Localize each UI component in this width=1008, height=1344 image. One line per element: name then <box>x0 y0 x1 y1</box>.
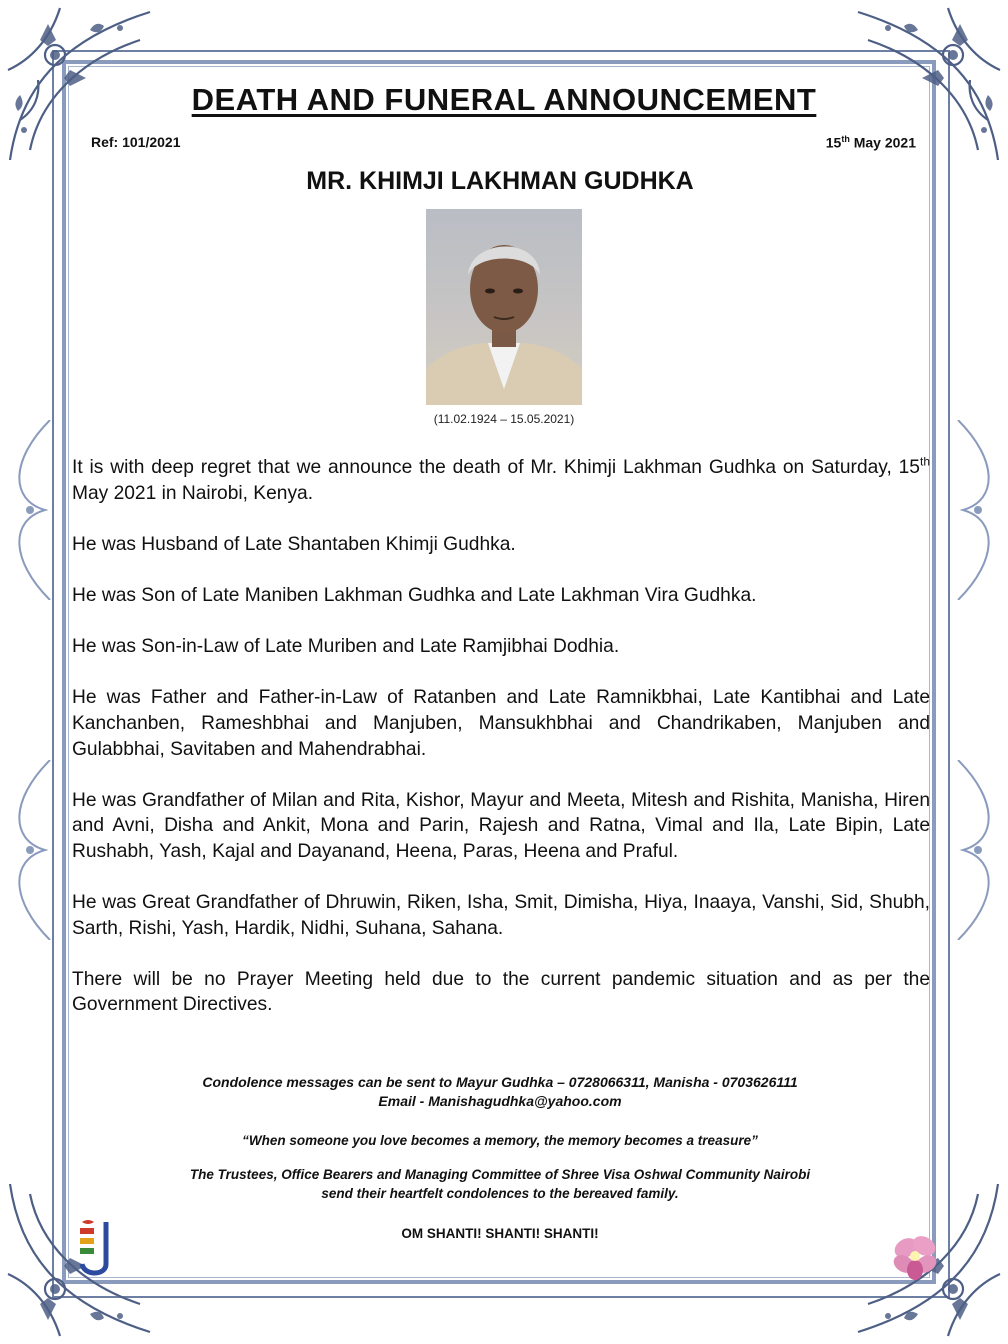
paragraph-great-grandfather: He was Great Grandfather of Dhruwin, Riken, Isha, Smit, Dimisha, Hiya, Inaaya, Vanshi, Sid, Shubh, Sarth, Rishi, Yash, Hardik, Nidhi, Suhana, Sahana. <box>72 892 930 939</box>
date-month-year: May 2021 <box>849 134 916 151</box>
om-shanti-closing: OM SHANTI! SHANTI! SHANTI! <box>401 1226 599 1241</box>
side-scroll-ornament-left-lower <box>0 760 60 940</box>
reference-number: Ref: 101/2021 <box>91 134 181 150</box>
announcement-date <box>826 134 916 151</box>
portrait-illustration <box>426 209 582 405</box>
lifespan-dates: (11.02.1924 – 15.05.2021) <box>433 412 575 426</box>
announcement-body <box>72 455 930 1044</box>
paragraph-son: He was Son of Late Maniben Lakhman Gudhka and Late Lakhman Vira Gudhka. <box>72 584 757 606</box>
memorial-quote: “When someone you love becomes a memory, the memory becomes a treasure” <box>242 1133 758 1148</box>
deceased-name: MR. KHIMJI LAKHMAN GUDHKA <box>306 167 694 195</box>
trustees-line-1: The Trustees, Office Bearers and Managing Committee of Shree Visa Oshwal Community Nairobi <box>189 1167 811 1182</box>
paragraph-death-text-b: May 2021 in Nairobi, Kenya. <box>72 482 314 504</box>
paragraph-son-in-law: He was Son-in-Law of Late Muriben and Late Ramjibhai Dodhia. <box>72 636 620 658</box>
condolence-phones: Condolence messages can be sent to Mayur Gudhka – 0728066311, Manisha - 0703626111 <box>202 1074 798 1090</box>
condolence-contact <box>0 1073 1000 1111</box>
date-suffix: th <box>841 134 850 144</box>
trustees-message <box>0 1165 1000 1203</box>
paragraph-death-text-a: It is with deep regret that we announce the death of Mr. Khimji Lakhman Gudhka on Saturday, 15 <box>72 457 920 478</box>
portrait-photo <box>426 209 582 405</box>
condolence-email: Email - Manishagudhka@yahoo.com <box>378 1093 622 1109</box>
paragraph-father: He was Father and Father-in-Law of Ratanben and Late Ramnikbhai, Late Kantibhai and Late Kanchanben, Rameshbhai and Manjuben, Mansukhbhai and Chandrikaben, Manjuben and Gulabbhai, Savitaben and Mahendrabhai. <box>72 687 930 760</box>
paragraph-husband: He was Husband of Late Shantaben Khimji Gudhka. <box>72 533 516 555</box>
community-logo-icon <box>76 1218 120 1280</box>
page-title: DEATH AND FUNERAL ANNOUNCEMENT <box>191 82 817 117</box>
side-scroll-ornament-left-upper <box>0 420 60 600</box>
paragraph-death-sup: th <box>919 454 930 469</box>
trustees-line-2: send their heartfelt condolences to the bereaved family. <box>321 1186 679 1201</box>
date-day: 15 <box>825 134 842 151</box>
side-scroll-ornament-right-upper <box>948 420 1008 600</box>
orchid-flower-icon <box>886 1226 944 1284</box>
paragraph-death <box>72 455 930 506</box>
paragraph-prayer-meeting: There will be no Prayer Meeting held due to the current pandemic situation and as per the Government Directives. <box>72 968 930 1016</box>
paragraph-grandfather: He was Grandfather of Milan and Rita, Kishor, Mayur and Meeta, Mitesh and Rishita, Manisha, Hiren and Avni, Disha and Ankit, Mona and Parin, Rajesh and Ratna, Vimal and Ila, Late Bipin, Late Rushabh, Yash, Kajal and Dayanand, Heena, Paras, Heena and Praful. <box>72 789 930 862</box>
side-scroll-ornament-right-lower <box>948 760 1008 940</box>
